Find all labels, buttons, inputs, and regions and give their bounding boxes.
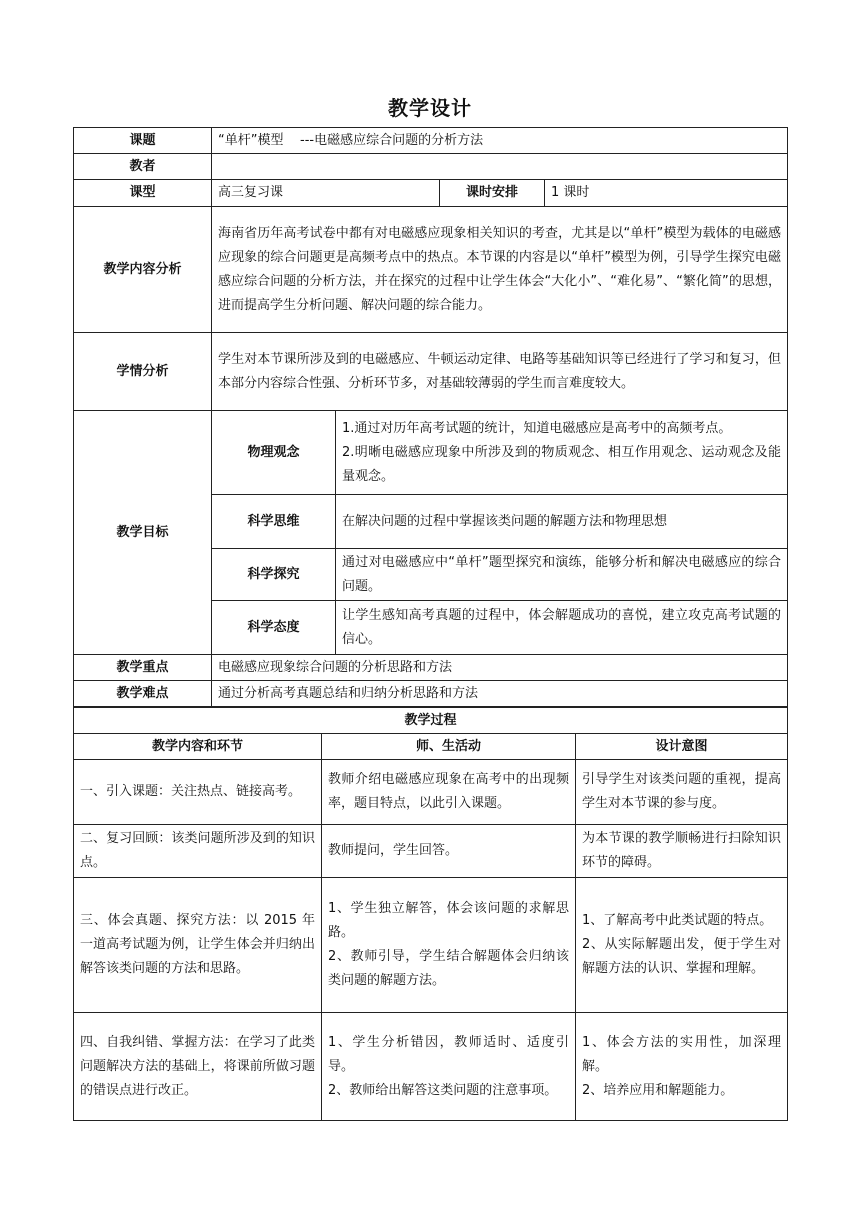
- table-row: [74, 1013, 788, 1121]
- objectives-label: 教学目标: [74, 411, 212, 655]
- process-intent-cell: [576, 878, 788, 1013]
- process-activity-cell: [322, 825, 576, 878]
- process-content-cell: [74, 760, 322, 825]
- process-header-intent: 设计意图: [576, 734, 788, 760]
- document-title: 教学设计: [388, 96, 472, 120]
- process-intent-cell: [576, 760, 788, 825]
- objective-detail: [336, 549, 788, 601]
- objective-name: 科学探究: [212, 549, 336, 601]
- process-intent-cell: [576, 1013, 788, 1121]
- process-table: [73, 707, 788, 1121]
- process-header-activity: 师、生活动: [322, 734, 576, 760]
- cell-text: 1、学生分析错因，教师适时、适度引导。: [328, 1034, 569, 1074]
- cell-text: 1、体会方法的实用性，加深理解。: [582, 1034, 782, 1074]
- process-header-content: 教学内容和环节: [74, 734, 322, 760]
- objective-line: 2.明晰电磁感应现象中所涉及到的物质观念、相互作用观念、运动观念及能量观念。: [342, 444, 782, 484]
- process-content-cell: [74, 825, 322, 878]
- objective-name: 科学态度: [212, 601, 336, 655]
- cell-text: 三、体会真题、探究方法：以 2015 年一道高考试题为例，让学生体会并归纳出解答该类问题的方法和思路。: [80, 913, 315, 976]
- teacher-label: 教者: [74, 154, 212, 180]
- teacher-value: [212, 154, 788, 180]
- process-content-cell: [74, 878, 322, 1013]
- lesson-info-table: [73, 127, 788, 707]
- objective-line: 通过对电磁感应中“单杆”题型探究和演练，能够分析和解决电磁感应的综合问题。: [342, 554, 782, 594]
- lesson-type-label: 课型: [74, 180, 212, 207]
- table-row: [74, 878, 788, 1013]
- process-content-cell: [74, 1013, 322, 1121]
- objective-detail: [336, 411, 788, 495]
- content-analysis-label: 教学内容分析: [74, 207, 212, 333]
- difficult-point-text: 通过分析高考真题总结和归纳分析思路和方法: [212, 681, 788, 707]
- cell-text: 引导学生对该类问题的重视，提高学生对本节课的参与度。: [582, 772, 782, 811]
- objective-name: 科学思维: [212, 495, 336, 549]
- student-analysis-text: 学生对本节课所涉及到的电磁感应、牛顿运动定律、电路等基础知识等已经进行了学习和复习，但本部分内容综合性强、分析环节多，对基础较薄弱的学生而言难度较大。: [212, 333, 788, 411]
- objective-line: 1.通过对历年高考试题的统计，知道电磁感应是高考中的高频考点。: [342, 420, 732, 436]
- lesson-type-value: 高三复习课: [212, 180, 440, 207]
- objective-detail: [336, 495, 788, 549]
- cell-text: 二、复习回顾：该类问题所涉及到的知识点。: [80, 831, 315, 870]
- content-analysis-text: 海南省历年高考试卷中都有对电磁感应现象相关知识的考查，尤其是以“单杆”模型为载体的电磁感应现象的综合问题更是高频考点中的热点。本节课的内容是以“单杆”模型为例，引导学生探究电磁感应综合问题的分析方法，并在探究的过程中让学生体会“大化小”、“难化易”、“繁化简”的思想，进而提高学生分析问题、解决问题的综合能力。: [212, 207, 788, 333]
- student-analysis-label: 学情分析: [74, 333, 212, 411]
- table-row: [74, 825, 788, 878]
- cell-text: 1、学生独立解答，体会该问题的求解思路。: [328, 901, 569, 940]
- cell-text: 教师介绍电磁感应现象在高考中的出现频率，题目特点，以此引入课题。: [328, 772, 569, 811]
- objective-line: 让学生感知高考真题的过程中，体会解题成功的喜悦，建立攻克高考试题的信心。: [342, 607, 782, 647]
- schedule-label: 课时安排: [440, 180, 545, 207]
- cell-text: 教师提问，学生回答。: [328, 843, 459, 858]
- key-point-label: 教学重点: [74, 655, 212, 681]
- key-point-text: 电磁感应现象综合问题的分析思路和方法: [212, 655, 788, 681]
- objective-name: 物理观念: [212, 411, 336, 495]
- process-activity-cell: [322, 760, 576, 825]
- process-activity-cell: [322, 1013, 576, 1121]
- cell-text: 2、培养应用和解题能力。: [582, 1082, 734, 1098]
- schedule-value: 1 课时: [545, 180, 788, 207]
- topic-label: 课题: [74, 128, 212, 154]
- process-intent-cell: [576, 825, 788, 878]
- cell-text: 为本节课的教学顺畅进行扫除知识环节的障碍。: [582, 831, 782, 870]
- table-row: [74, 760, 788, 825]
- process-title: 教学过程: [74, 708, 788, 734]
- cell-text: 一、引入课题：关注热点、链接高考。: [80, 784, 302, 799]
- difficult-point-label: 教学难点: [74, 681, 212, 707]
- cell-text: 1、了解高考中此类试题的特点。: [582, 913, 773, 928]
- topic-value: “单杆”模型 ---电磁感应综合问题的分析方法: [212, 128, 788, 154]
- cell-text: 2、教师引导，学生结合解题体会归纳该类问题的解题方法。: [328, 949, 569, 988]
- process-activity-cell: [322, 878, 576, 1013]
- objective-detail: [336, 601, 788, 655]
- cell-text: 2、从实际解题出发，便于学生对解题方法的认识、掌握和理解。: [582, 937, 782, 976]
- cell-text: 四、自我纠错、掌握方法：在学习了此类问题解决方法的基础上，将课前所做习题的错误点进行改正。: [80, 1034, 315, 1098]
- cell-text: 2、教师给出解答这类问题的注意事项。: [328, 1082, 558, 1098]
- objective-line: 在解决问题的过程中掌握该类问题的解题方法和物理思想: [342, 513, 668, 529]
